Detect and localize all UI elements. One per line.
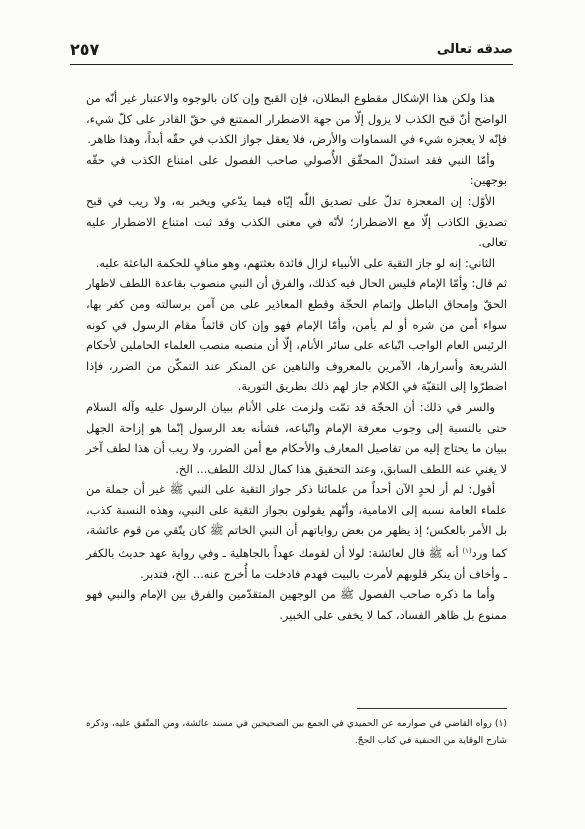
paragraph: وأما ما ذكره صاحب الفصول ﷺ من الوجهين المتقدّمين والفرق بين الإمام والنبي فهو ممنوع بل ظاهر الفساد، كما لا يخفى على الخبير. [86,587,507,622]
footnote-ref: (١) [462,547,472,556]
page-number: ٢٥٧ [70,40,100,59]
main-text [86,88,507,625]
paragraph-text: أقول: لم أر لحدٍ الآن أحداً من علمائنا ذكر جواز التقية على النبي ﷺ غير أن جملة من علماء العامة نسبه إلى الامامية، وأنّهم يقولون بجواز التقية على النبي، وهذه النسبة كذب، بل الأمر بالعكس؛ إذ يظهر من بعض رواياتهم أن النبي الخاتم ﷺ كان يتّقي من قوم عائشة، كما ورد [86,482,507,561]
paragraph-with-footnote-ref [86,479,507,584]
paragraph: الثاني: إنه لو جاز التقية على الأنبياء لزال فائدة بعثتهم، وهو منافٍ للحكمة الباعثة عليه. [95,255,495,270]
paragraph: الأوّل: إن المعجزة تدلّ على تصديق اللّٰه إيّاه فيما يدّعي ويخبر به، ولا ريب في قبح تصديق الكاذب إلّا مع الاضطرار؛ لأنّه في معنى الكذب وقد ثبت امتناع الاضطرار عليه تعالى. [86,193,507,250]
running-title: صدقه تعالی [436,42,513,57]
footnote-rule [357,708,507,709]
paragraph: والسر في ذلك: أن الحجّة قد تمّت ولزمت على الأنام ببيان الرسول عليه وآله السلام حتى بالنسبة إلى وجوب معرفة الإمام واتّباعه، فشأنه بعد الرسول إنّما هو إزاحة الجهل ببيان ما يحتاج إليه من تفاصيل المعارف والأحكام مع أمن الضرر، ولا ريب أن هذا لطف آخر لا يغني عنه اللطف السابق، وعند التحقيق هذا كمال لذلك اللطف... الخ. [86,399,507,476]
header-rule [70,64,513,65]
paragraph: وأمّا النبي فقد استدلّ المحقّق الأُصولي صاحب الفصول على امتناع الكذب في حقّه بوجهين: [86,152,507,188]
paragraph: هذا ولكن هذا الإشكال مقطوع البطلان، فإن القبح وإن كان بالوجوه والاعتبار غير أنّه من الواضح أنّ قبح الكذب لا يزول إلّا من جهة الاضطرار الممتنع في حقّ القادر على كلّ شيء، فإنّه لا يعجزه شيء في السماوات والأرض، فلا يعقل جواز الكذب في حقّه أبداً، وهذا ظاهر. [86,91,507,147]
paragraph-text-cont: أنه ﷺ قال لعائشة: لولا أن لقومك عهداً بالجاهلية ـ وفي رواية عهد حديث بالكفر ـ وأخاف أن ينكر قلوبهم لأمرت بالبيت فهدم فادخلت ما أُخرج عنه... الخ، فتدبر. [86,546,507,581]
page-header [70,38,513,60]
footnote: (١) رواه القاضي في صوارمه عن الحميدي في الجمع بين الصحيحين في مسند عائشة، ومن المتّفق عليه، وذكره شارح الوقاية من الحنفية في كتاب الحجّ. [86,718,507,746]
paragraph: ثم قال: وأمّا الإمام فليس الحال فيه كذلك، والفرق أن النبي منصوب بقاعدة اللطف لاظهار الحقّ وإمحاق الباطل وإتمام الحجّة وقطع المعاذير على من آمن برسالته ومن كفر بها، سواء أمن من شره أو لم يأمن، وأمّا الإمام فهو وإن كان قائماً مقام الرسول في كونه الرئيس العام الواجب اتّباعه على سائر الأنام، إلّا أن منصبه منصب العلماء الحاملين لأحكام الشريعة وأسرارها، الآمرين بالمعروف والناهين عن المنكر عند التمكّن من الضرر، فإذا اضطرّوا إلى التقيّة في الكلام جاز لهم ذلك بطريق التورية. [86,276,507,394]
